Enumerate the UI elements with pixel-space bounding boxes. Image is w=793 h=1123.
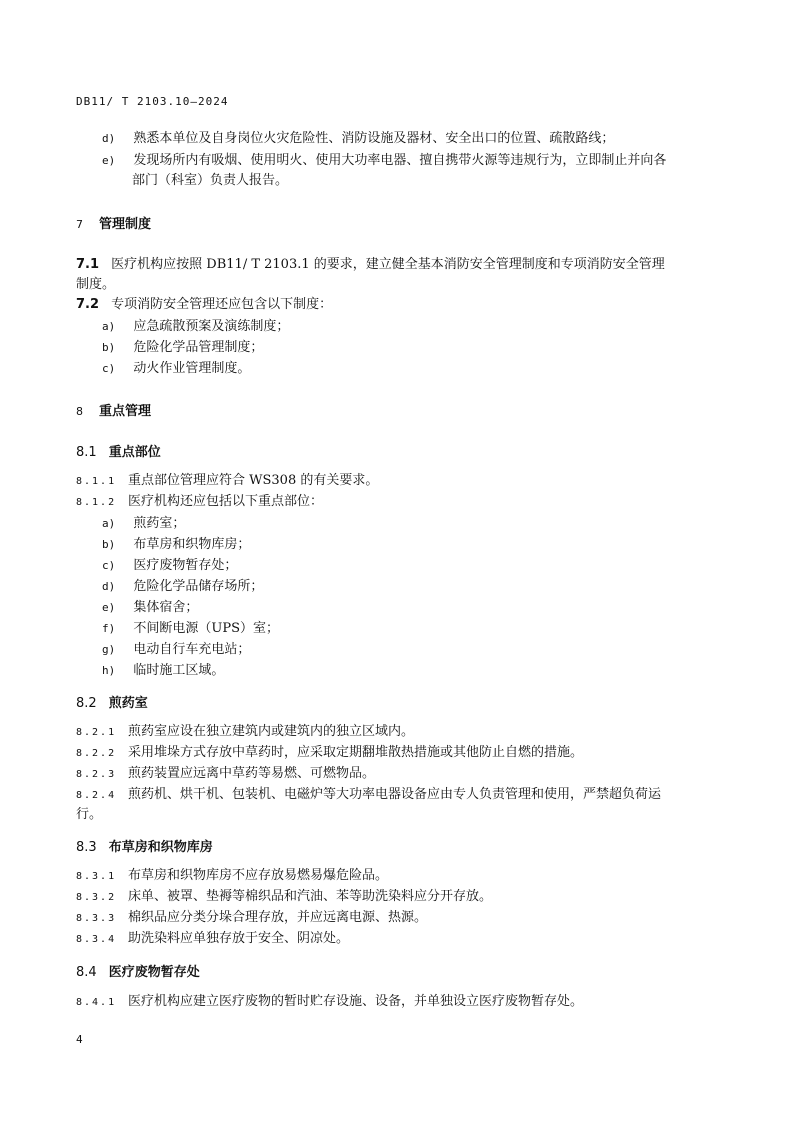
clause — [76, 721, 414, 744]
clause-number: 8.3.4 — [76, 934, 117, 945]
list-item — [102, 150, 666, 172]
section-number: 8 — [76, 405, 83, 418]
clause — [76, 991, 583, 1014]
clause-text: 布草房和织物库房不应存放易燃易爆危险品。 — [128, 868, 389, 883]
clause — [76, 491, 323, 514]
subsection-number: 8.4 — [76, 965, 97, 980]
list-text: 布草房和织物库房； — [133, 537, 251, 552]
clause-text: 采用堆垛方式存放中草药时，应采取定期翻堆散热措施或其他防止自燃的措施。 — [128, 745, 584, 760]
clause-text: 专项消防安全管理还应包含以下制度： — [111, 297, 333, 312]
list-item — [102, 316, 289, 338]
clause-continuation: 制度。 — [76, 277, 116, 292]
list-marker: f) — [102, 622, 116, 635]
clause — [76, 928, 349, 951]
clause-number: 8.2.4 — [76, 790, 117, 801]
page-number: 4 — [76, 1033, 83, 1046]
list-item — [102, 534, 250, 556]
clause-text: 医疗机构应建立医疗废物的暂时贮存设施、设备，并单独设立医疗废物暂存处。 — [128, 994, 584, 1009]
subsection-number: 8.3 — [76, 840, 97, 855]
clause — [76, 907, 427, 930]
section-title: 管理制度 — [99, 217, 152, 232]
clause-paragraph — [76, 295, 332, 315]
clause-continuation: 行。 — [76, 807, 103, 822]
list-marker: a) — [102, 320, 116, 333]
subsection-title: 布草房和织物库房 — [108, 840, 213, 855]
clause — [76, 886, 492, 909]
subsection-heading — [76, 836, 213, 855]
document-code-header: DB11/ T 2103.10—2024 — [76, 95, 229, 108]
clause-text: 医疗机构还应包括以下重点部位： — [128, 494, 324, 509]
list-item — [102, 576, 263, 598]
clause-number: 8.2.1 — [76, 727, 117, 738]
list-text: 集体宿舍； — [133, 600, 199, 615]
clause-number: 8.1.2 — [76, 497, 117, 508]
list-text: 临时施工区域。 — [133, 663, 225, 678]
list-marker: c) — [102, 559, 116, 572]
clause — [76, 470, 378, 493]
list-item — [102, 358, 250, 380]
subsection-heading — [76, 441, 161, 460]
list-text: 医疗废物暂存处； — [133, 558, 238, 573]
list-item — [102, 618, 279, 640]
subsection-heading — [76, 692, 148, 711]
clause — [76, 784, 661, 807]
clause-number: 8.3.2 — [76, 892, 117, 903]
section-heading — [76, 213, 151, 232]
list-text: 危险化学品储存场所； — [133, 579, 264, 594]
clause — [76, 742, 583, 765]
clause-paragraph — [76, 255, 665, 275]
list-item-continuation: 部门（科室）负责人报告。 — [132, 173, 289, 188]
list-item — [102, 337, 263, 359]
subsection-title: 医疗废物暂存处 — [108, 965, 200, 980]
clause-text: 医疗机构应按照 DB11/ T 2103.1 的要求，建立健全基本消防安全管理制度和专项消防安全管理 — [111, 257, 665, 272]
clause-number: 8.2.2 — [76, 748, 117, 759]
list-marker: e) — [102, 601, 116, 614]
clause-text: 煎药室应设在独立建筑内或建筑内的独立区域内。 — [128, 724, 415, 739]
clause-text: 棉织品应分类分垛合理存放，并应远离电源、热源。 — [128, 910, 428, 925]
list-text: 动火作业管理制度。 — [133, 361, 251, 376]
list-item — [102, 555, 237, 577]
list-text: 煎药室； — [133, 516, 186, 531]
list-item — [102, 128, 614, 150]
clause — [76, 763, 375, 786]
list-marker: a) — [102, 517, 116, 530]
list-text: 电动自行车充电站； — [133, 642, 251, 657]
clause-text: 床单、被罩、垫褥等棉织品和汽油、苯等助洗染料应分开存放。 — [128, 889, 493, 904]
list-marker: d) — [102, 580, 116, 593]
list-marker: b) — [102, 538, 116, 551]
list-text: 熟悉本单位及自身岗位火灾危险性、消防设施及器材、安全出口的位置、疏散路线； — [133, 131, 615, 146]
list-marker: h) — [102, 664, 116, 677]
clause-number: 8.3.1 — [76, 871, 117, 882]
list-marker: b) — [102, 341, 116, 354]
list-marker: c) — [102, 362, 116, 375]
clause-number: 7.2 — [76, 297, 100, 312]
list-text: 应急疏散预案及演练制度； — [133, 319, 290, 334]
subsection-number: 8.1 — [76, 445, 97, 460]
list-marker: g) — [102, 643, 116, 656]
subsection-heading — [76, 961, 200, 980]
list-marker: e) — [102, 154, 116, 167]
section-number: 7 — [76, 218, 83, 231]
clause-text: 煎药装置应远离中草药等易燃、可燃物品。 — [128, 766, 376, 781]
clause-number: 8.3.3 — [76, 913, 117, 924]
list-text: 危险化学品管理制度； — [133, 340, 264, 355]
subsection-title: 煎药室 — [108, 696, 148, 711]
clause-number: 8.4.1 — [76, 997, 117, 1008]
clause — [76, 865, 388, 888]
clause-number: 8.1.1 — [76, 476, 117, 487]
clause-text: 助洗染料应单独存放于安全、阴凉处。 — [128, 931, 350, 946]
clause-text: 煎药机、烘干机、包装机、电磁炉等大功率电器设备应由专人负责管理和使用，严禁超负荷运 — [128, 787, 662, 802]
list-text: 发现场所内有吸烟、使用明火、使用大功率电器、擅自携带火源等违规行为，立即制止并向各 — [133, 153, 667, 168]
subsection-number: 8.2 — [76, 696, 97, 711]
subsection-title: 重点部位 — [108, 445, 161, 460]
clause-number: 7.1 — [76, 257, 100, 272]
clause-number: 8.2.3 — [76, 769, 117, 780]
clause-text: 重点部位管理应符合 WS308 的有关要求。 — [128, 473, 379, 488]
list-item — [102, 660, 224, 682]
list-item — [102, 597, 198, 619]
section-heading — [76, 400, 151, 419]
list-item — [102, 513, 185, 535]
section-title: 重点管理 — [99, 404, 152, 419]
list-text: 不间断电源（UPS）室； — [133, 621, 279, 636]
list-marker: d) — [102, 132, 116, 145]
list-item — [102, 639, 250, 661]
